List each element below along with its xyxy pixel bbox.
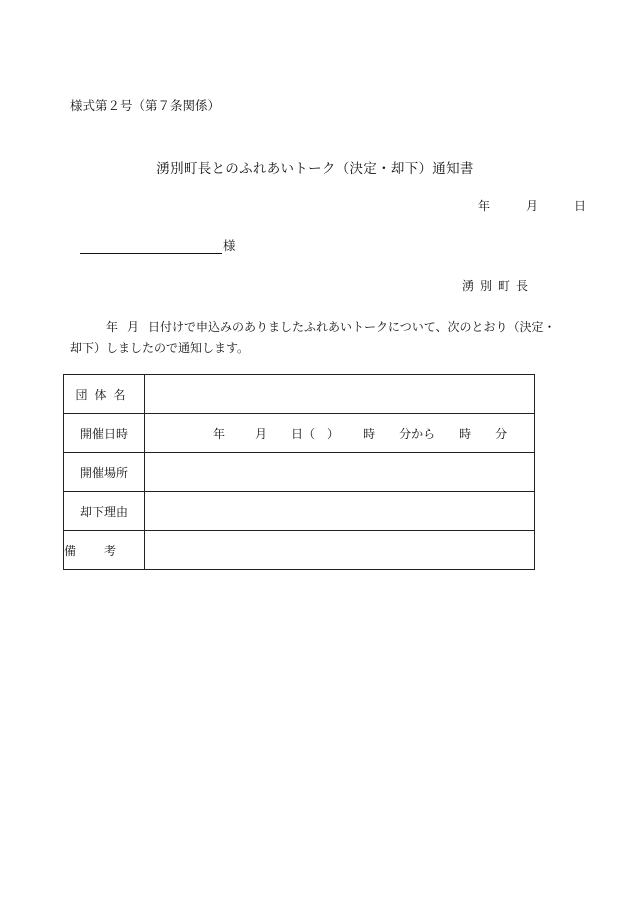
dt-hour-to: 時	[459, 426, 472, 441]
sender: 湧別町長	[462, 279, 535, 293]
dt-minute-to: 分	[495, 426, 508, 441]
dt-year: 年	[213, 426, 226, 441]
dt-weekday-close: ）	[327, 426, 340, 441]
row-label-datetime: 開催日時	[64, 414, 145, 453]
row-label-group-name: 団体名	[64, 375, 145, 414]
body-text	[70, 317, 560, 359]
rejection-reason-field[interactable]	[145, 492, 535, 531]
datetime-field[interactable]	[145, 414, 535, 453]
venue-field[interactable]	[145, 453, 535, 492]
body-year: 年	[106, 320, 119, 334]
table-row	[64, 453, 535, 492]
table-row	[64, 414, 535, 453]
row-label-remarks: 備考	[64, 531, 145, 570]
table-row	[64, 375, 535, 414]
date-month: 月	[526, 199, 539, 213]
dt-month: 月	[255, 426, 268, 441]
addressee	[80, 236, 236, 254]
row-label-venue: 開催場所	[64, 453, 145, 492]
date-day: 日	[574, 199, 587, 213]
body-line-2: 却下）しましたので通知します。	[70, 341, 250, 355]
dt-day: 日（	[291, 426, 316, 441]
table-row	[64, 531, 535, 570]
body-month: 月	[127, 320, 140, 334]
info-table	[63, 374, 535, 570]
table-row	[64, 492, 535, 531]
body-line-1-rest: 日付けで申込みのありましたふれあいトークについて、次のとおり（決定・	[148, 320, 556, 334]
dt-minute-from: 分から	[399, 426, 436, 441]
body-line-1	[70, 317, 560, 338]
date-year: 年	[478, 199, 491, 213]
addressee-name-blank[interactable]	[80, 241, 222, 254]
addressee-suffix: 様	[223, 238, 236, 253]
group-name-field[interactable]	[145, 375, 535, 414]
issue-date	[478, 197, 586, 214]
form-number: 様式第２号（第７条関係）	[70, 98, 221, 113]
document-title: 湧別町長とのふれあいトーク（決定・却下）通知書	[156, 161, 474, 177]
row-label-rejection-reason: 却下理由	[64, 492, 145, 531]
remarks-field[interactable]	[145, 531, 535, 570]
dt-hour-from: 時	[363, 426, 376, 441]
